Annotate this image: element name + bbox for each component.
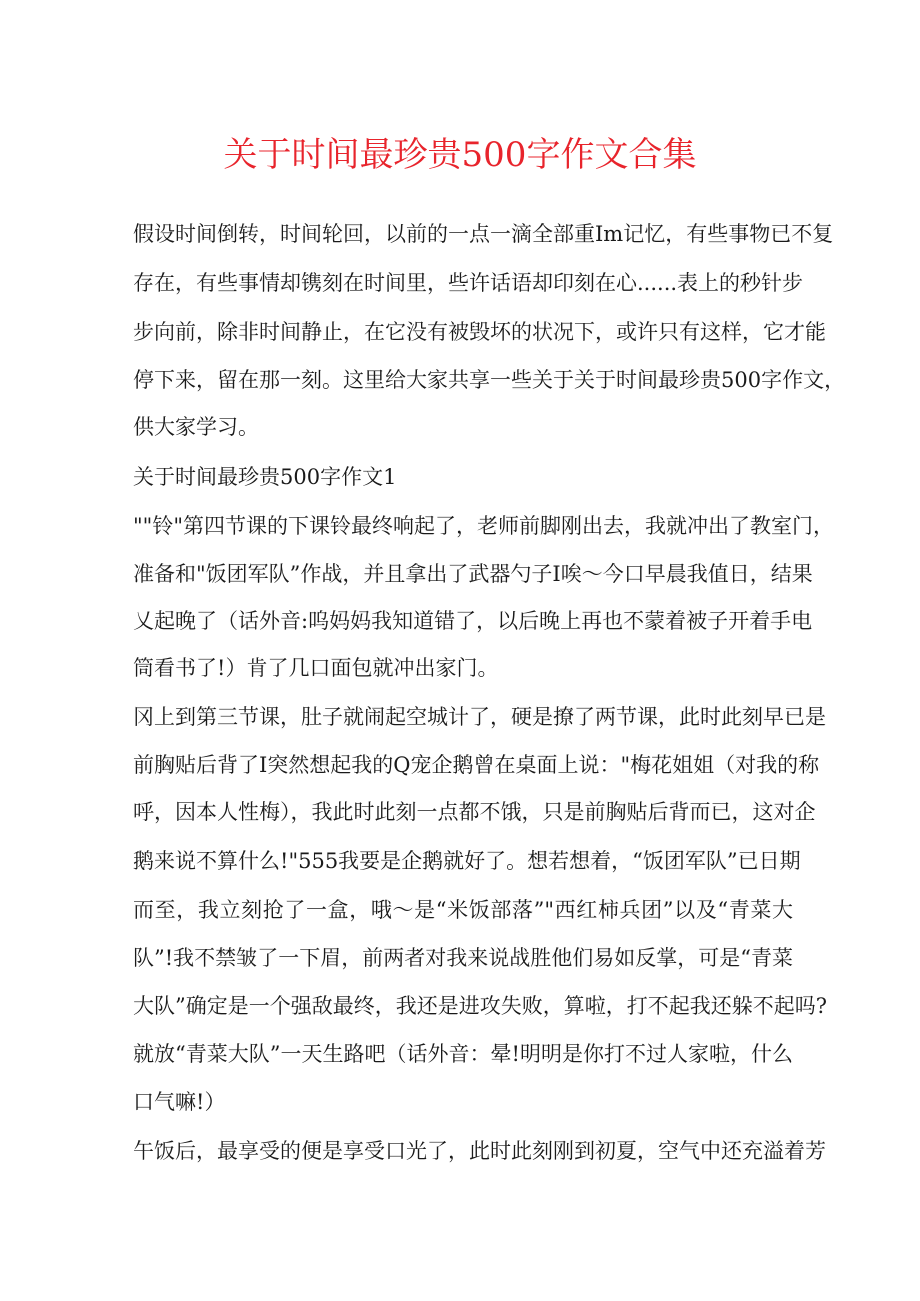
paragraph-line: 口气嘛!） — [133, 1090, 226, 1114]
paragraph-line: 就放“青菜大队”一天生路吧（话外音：晕!明明是你打不过人家啦，什么 — [133, 1042, 793, 1066]
paragraph-line: 假设时间倒转，时间轮回，以前的一点一滴全部重Im记忆，有些事物已不复 — [133, 222, 834, 246]
paragraph-line: 停下来，留在那一刻。这里给大家共享一些关于关于时间最珍贵500字作文， — [133, 368, 846, 392]
section-heading: 关于时间最珍贵500字作文1 — [133, 465, 397, 489]
paragraph-line: 准备和"饭团军队”作战，并且拿出了武器勺子I唉～今口早晨我值日，结果 — [133, 562, 813, 586]
paragraph-line: ""铃"第四节课的下课铃最终响起了，老师前脚刚出去，我就冲出了教室门， — [133, 514, 834, 538]
paragraph-line: 队”!我不禁皱了一下眉，前两者对我来说战胜他们易如反掌，可是“青菜 — [133, 946, 793, 970]
paragraph-line: 而至，我立刻抢了一盒，哦～是“米饭部落”"西红柿兵团”以及“青菜大 — [133, 898, 793, 922]
paragraph-line: 供大家学习。 — [133, 415, 259, 439]
paragraph-line: 步向前，除非时间静止，在它没有被毁坏的状况下，或许只有这样，它才能 — [133, 320, 826, 344]
paragraph-line: 呼，因本人性梅），我此时此刻一点都不饿，只是前胸贴后背而已，这对企 — [133, 800, 816, 824]
paragraph-line: 鹅来说不算什么!"555我要是企鹅就好了。想若想着，“饭团军队”已日期 — [133, 849, 801, 873]
paragraph-line: 午饭后，最享受的便是享受口光了，此时此刻刚到初夏，空气中还充溢着芳 — [133, 1139, 826, 1163]
paragraph-line: 存在，有些事情却镌刻在时间里，些许话语却印刻在心......表上的秒针步 — [133, 271, 804, 295]
paragraph-line: 筒看书了!）肯了几口面包就冲出家门。 — [133, 656, 499, 680]
paragraph-line: 前胸贴后背了I突然想起我的Q宠企鹅曾在桌面上说："梅花姐姐（对我的称 — [133, 753, 820, 777]
paragraph-line: 大队”确定是一个强敌最终，我还是进攻失败，算啦，打不起我还躲不起吗? — [133, 994, 827, 1018]
paragraph-line: 乂起晚了（话外音:呜妈妈我知道错了，以后晚上再也不蒙着被子开着手电 — [133, 609, 813, 633]
document-title: 关于时间最珍贵500字作文合集 — [223, 135, 697, 175]
paragraph-line: 冈上到第三节课，肚子就闹起空城计了，硬是撩了两节课，此时此刻早已是 — [133, 705, 826, 729]
